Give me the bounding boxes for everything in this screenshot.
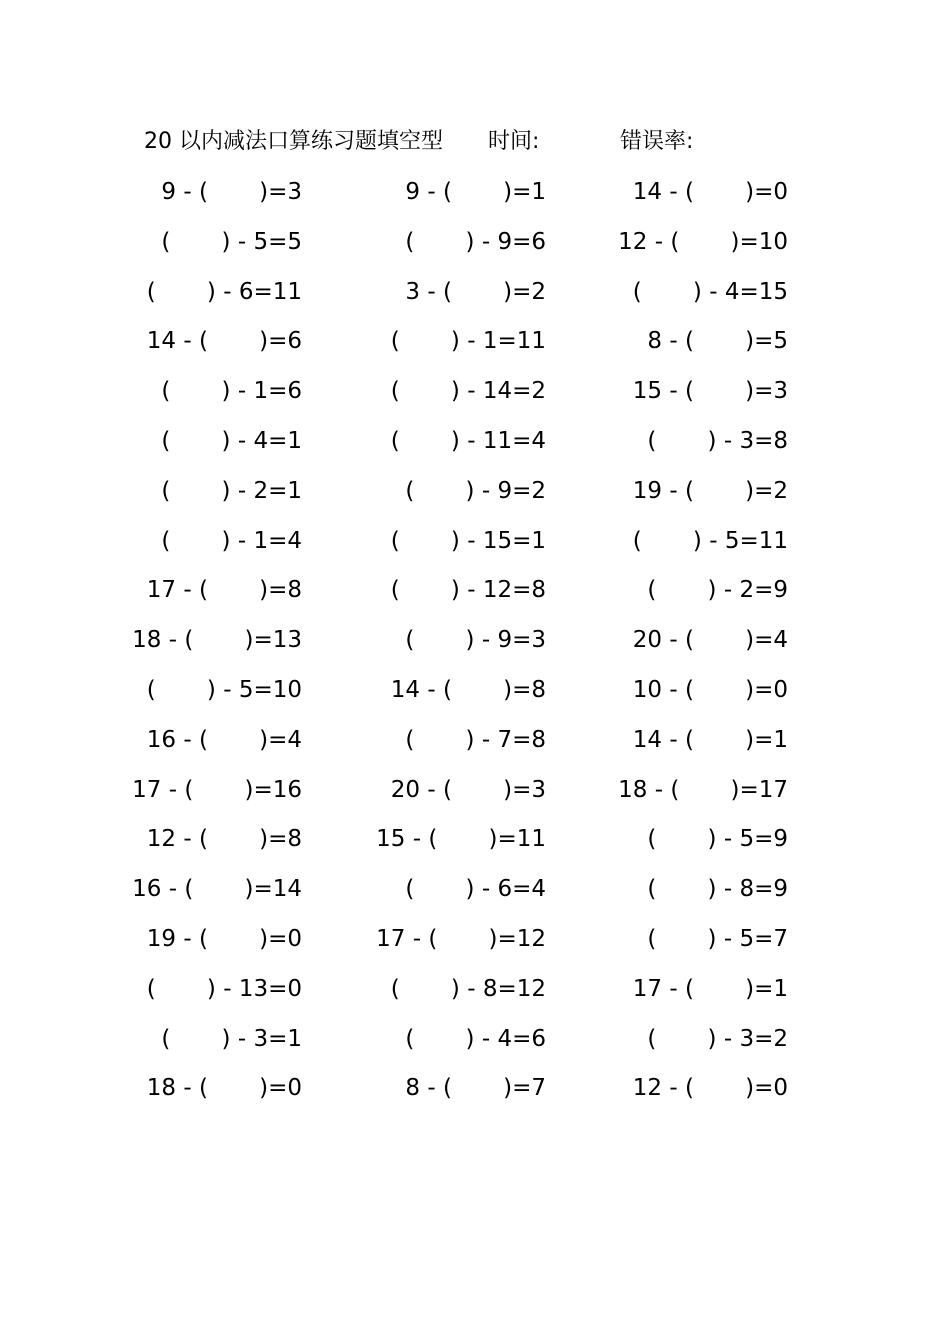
problem-item: 19 - ( )=2 bbox=[632, 477, 788, 504]
problem-item: 17 - ( )=16 bbox=[132, 776, 302, 803]
problem-item: 9 - ( )=3 bbox=[161, 179, 302, 205]
problem-item: ( ) - 9=3 bbox=[405, 627, 546, 654]
problem-item: 10 - ( )=0 bbox=[632, 676, 788, 703]
problem-item: ( ) - 3=8 bbox=[647, 427, 788, 454]
problem-item: 12 - ( )=0 bbox=[632, 1075, 788, 1102]
problem-item: ( ) - 3=2 bbox=[647, 1025, 788, 1052]
problem-item: 8 - ( )=5 bbox=[647, 328, 788, 355]
problem-row bbox=[0, 822, 950, 872]
problem-item: ( ) - 11=4 bbox=[390, 427, 546, 454]
problem-row bbox=[0, 922, 950, 972]
problem-item: ( ) - 7=8 bbox=[405, 726, 546, 753]
problem-item: ( ) - 9=2 bbox=[405, 477, 546, 504]
problem-item: ( ) - 2=1 bbox=[161, 477, 302, 504]
worksheet-header bbox=[0, 126, 950, 158]
problem-row bbox=[0, 1022, 950, 1072]
problem-item: ( ) - 1=4 bbox=[161, 527, 302, 554]
problem-item: 14 - ( )=6 bbox=[146, 328, 302, 355]
problem-item: ( ) - 6=4 bbox=[405, 876, 546, 903]
problem-item: ( ) - 5=10 bbox=[146, 676, 302, 703]
problem-row bbox=[0, 723, 950, 773]
problem-item: ( ) - 8=9 bbox=[647, 876, 788, 903]
problem-item: ( ) - 6=11 bbox=[146, 278, 302, 305]
problem-row bbox=[0, 573, 950, 623]
problem-row bbox=[0, 324, 950, 374]
problem-item: ( ) - 14=2 bbox=[390, 378, 546, 405]
problem-item: ( ) - 5=11 bbox=[632, 527, 788, 554]
problem-item: 17 - ( )=12 bbox=[376, 925, 546, 952]
problem-item: 8 - ( )=7 bbox=[405, 1075, 546, 1102]
problem-item: 14 - ( )=8 bbox=[390, 676, 546, 703]
problem-item: 14 - ( )=0 bbox=[632, 179, 788, 205]
problem-item: 12 - ( )=10 bbox=[618, 228, 788, 255]
problem-row bbox=[0, 275, 950, 325]
problem-item: 9 - ( )=1 bbox=[405, 179, 546, 205]
error-rate-label: 错误率: bbox=[620, 129, 694, 154]
problem-item: 20 - ( )=3 bbox=[390, 776, 546, 803]
problem-grid bbox=[0, 175, 950, 1121]
problem-item: ( ) - 15=1 bbox=[390, 527, 546, 554]
problem-item: 18 - ( )=13 bbox=[132, 627, 302, 654]
problem-item: 15 - ( )=11 bbox=[376, 826, 546, 853]
problem-row bbox=[0, 175, 950, 225]
problem-item: ( ) - 4=15 bbox=[632, 278, 788, 305]
problem-row bbox=[0, 623, 950, 673]
problem-row bbox=[0, 474, 950, 524]
problem-item: ( ) - 4=1 bbox=[161, 427, 302, 454]
problem-item: 3 - ( )=2 bbox=[405, 278, 546, 305]
problem-row bbox=[0, 424, 950, 474]
problem-item: ( ) - 4=6 bbox=[405, 1025, 546, 1052]
problem-item: 20 - ( )=4 bbox=[632, 627, 788, 654]
problem-item: 14 - ( )=1 bbox=[632, 726, 788, 753]
problem-item: ( ) - 13=0 bbox=[146, 975, 302, 1002]
problem-item: 17 - ( )=1 bbox=[632, 975, 788, 1002]
problem-row bbox=[0, 972, 950, 1022]
problem-item: 17 - ( )=8 bbox=[146, 577, 302, 604]
problem-row bbox=[0, 225, 950, 275]
problem-item: ( ) - 3=1 bbox=[161, 1025, 302, 1052]
problem-item: ( ) - 5=7 bbox=[647, 925, 788, 952]
problem-item: ( ) - 8=12 bbox=[390, 975, 546, 1002]
problem-item: 18 - ( )=17 bbox=[618, 776, 788, 803]
problem-row bbox=[0, 673, 950, 723]
problem-item: 12 - ( )=8 bbox=[146, 826, 302, 853]
problem-item: ( ) - 1=11 bbox=[390, 328, 546, 355]
time-label: 时间: bbox=[488, 129, 540, 154]
problem-row bbox=[0, 1071, 950, 1121]
problem-row bbox=[0, 374, 950, 424]
problem-item: ( ) - 9=6 bbox=[405, 228, 546, 255]
problem-item: ( ) - 2=9 bbox=[647, 577, 788, 604]
problem-item: ( ) - 5=5 bbox=[161, 228, 302, 255]
problem-item: 16 - ( )=14 bbox=[132, 876, 302, 903]
problem-item: 16 - ( )=4 bbox=[146, 726, 302, 753]
problem-row bbox=[0, 773, 950, 823]
problem-item: 18 - ( )=0 bbox=[146, 1075, 302, 1102]
problem-item: ( ) - 12=8 bbox=[390, 577, 546, 604]
worksheet-title: 20 以内减法口算练习题填空型 bbox=[144, 129, 443, 154]
problem-item: 19 - ( )=0 bbox=[146, 925, 302, 952]
problem-item: ( ) - 1=6 bbox=[161, 378, 302, 405]
problem-item: 15 - ( )=3 bbox=[632, 378, 788, 405]
problem-item: ( ) - 5=9 bbox=[647, 826, 788, 853]
problem-row bbox=[0, 872, 950, 922]
problem-row bbox=[0, 524, 950, 574]
